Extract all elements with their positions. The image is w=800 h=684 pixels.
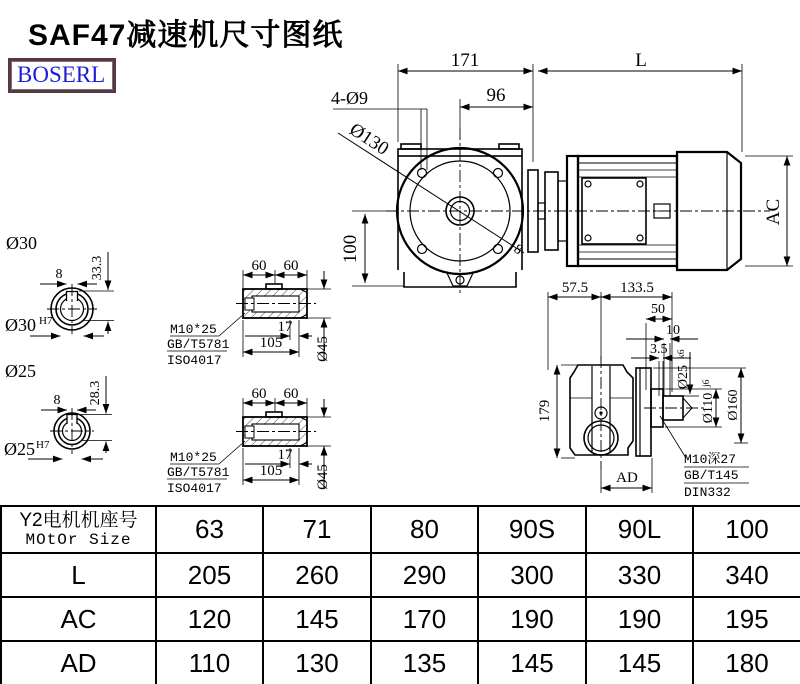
table-cell: 145 — [586, 641, 693, 684]
section-30-keyheight: 33.3 — [90, 255, 105, 281]
dim-50: 50 — [651, 302, 665, 317]
tap-std2: DIN332 — [684, 485, 731, 500]
table-cell: 135 — [371, 641, 478, 684]
table-col-header: 90S — [478, 506, 586, 553]
shaft-bottom-screw: M10*25 — [170, 450, 217, 465]
table-cell: 145 — [263, 597, 371, 641]
front-view-annotations — [338, 119, 525, 258]
table-col-header: 63 — [156, 506, 263, 553]
flange-diameter-label: Ø130 — [345, 119, 393, 160]
shaft-detail-top — [167, 258, 331, 368]
section-30-tolerance: H7 — [39, 315, 53, 327]
table-header-motor-size — [1, 506, 156, 553]
section-30-title: Ø30 — [6, 233, 37, 253]
table-row-label: AD — [1, 641, 156, 684]
dim-AC: AC — [763, 198, 784, 226]
table-cell: 120 — [156, 597, 263, 641]
mount-flange-dia: Ø160 — [726, 389, 741, 421]
dim-133-5: 133.5 — [620, 280, 654, 296]
output-shaft-dia: Ø25 — [676, 364, 691, 390]
motor-size-label-en: MOtOr Size — [25, 531, 132, 549]
table-cell: 330 — [586, 553, 693, 597]
shaft-bottom-dia-45: Ø45 — [315, 464, 331, 490]
dim-3-5: 3.5 — [650, 342, 668, 357]
table-row-AC — [1, 597, 800, 641]
dim-10: 10 — [666, 323, 680, 338]
shaft-bottom-dim-60b: 60 — [283, 386, 299, 402]
table-cell: 290 — [371, 553, 478, 597]
motor-size-label-cn: Y2电机机座号 — [19, 510, 138, 531]
table-row-label: AC — [1, 597, 156, 641]
table-col-header: 100 — [693, 506, 800, 553]
brand-logo: BOSERL — [8, 58, 116, 93]
shaft-top-std1: GB/T5781 — [167, 337, 230, 352]
table-cell: 205 — [156, 553, 263, 597]
dim-171: 171 — [450, 50, 480, 71]
shaft-top-std2: ISO4017 — [167, 353, 222, 368]
shaft-bottom-dim-60a: 60 — [251, 386, 267, 402]
table-cell: 340 — [693, 553, 800, 597]
section-25-keywidth: 8 — [53, 393, 61, 408]
section-25-keyheight: 28.3 — [88, 380, 103, 406]
shaft-top-screw: M10*25 — [170, 322, 217, 337]
key-depth-label: 8 — [510, 241, 525, 259]
table-cell: 145 — [478, 641, 586, 684]
table-cell: 180 — [693, 641, 800, 684]
side-view-dimensions — [537, 280, 749, 500]
table-cell: 300 — [478, 553, 586, 597]
section-30-keywidth: 8 — [55, 267, 63, 282]
spigot-tol: j6 — [702, 379, 712, 387]
spigot-dia: Ø110 — [701, 392, 716, 424]
shaft-section-30 — [5, 233, 114, 336]
section-25-tolerance: H7 — [36, 439, 50, 451]
table-row-AD — [1, 641, 800, 684]
table-col-header: 80 — [371, 506, 478, 553]
tap-label: M10深27 — [684, 452, 737, 467]
section-30-bore: Ø30 — [5, 315, 36, 335]
table-cell: 130 — [263, 641, 371, 684]
tap-std1: GB/T145 — [684, 468, 739, 483]
page-title: SAF47减速机尺寸图纸 — [28, 19, 344, 52]
height-dimension — [340, 211, 404, 286]
table-cell: 260 — [263, 553, 371, 597]
section-25-bore: Ø25 — [4, 439, 35, 459]
shaft-bottom-std1: GB/T5781 — [167, 465, 230, 480]
table-cell: 110 — [156, 641, 263, 684]
table-header-row — [1, 506, 800, 553]
dim-179: 179 — [537, 399, 553, 423]
dim-57-5: 57.5 — [561, 280, 589, 296]
shaft-bottom-std2: ISO4017 — [167, 481, 222, 496]
shaft-top-dia-45: Ø45 — [315, 336, 331, 362]
table-cell: 190 — [478, 597, 586, 641]
bolt-holes-label: 4-Ø9 — [331, 88, 368, 108]
table-row-L — [1, 553, 800, 597]
shaft-top-dim-17: 17 — [277, 319, 293, 335]
shaft-detail-bottom — [167, 386, 331, 496]
output-shaft-tol: k6 — [677, 349, 687, 359]
shaft-section-25 — [4, 361, 112, 459]
table-cell: 190 — [586, 597, 693, 641]
table-cell: 170 — [371, 597, 478, 641]
shaft-bottom-dim-17: 17 — [277, 447, 293, 463]
section-25-title: Ø25 — [5, 361, 36, 381]
shaft-top-dim-60b: 60 — [283, 258, 299, 274]
dim-96: 96 — [486, 85, 506, 106]
shaft-top-dim-60a: 60 — [251, 258, 267, 274]
dimension-table — [0, 505, 800, 684]
table-cell: 195 — [693, 597, 800, 641]
dim-AD: AD — [616, 470, 638, 486]
table-row-label: L — [1, 553, 156, 597]
shaft-top-dim-105: 105 — [259, 335, 283, 351]
table-col-header: 71 — [263, 506, 371, 553]
dim-L: L — [635, 50, 647, 71]
dim-100: 100 — [340, 234, 361, 264]
table-col-header: 90L — [586, 506, 693, 553]
shaft-bottom-dim-105: 105 — [259, 463, 283, 479]
